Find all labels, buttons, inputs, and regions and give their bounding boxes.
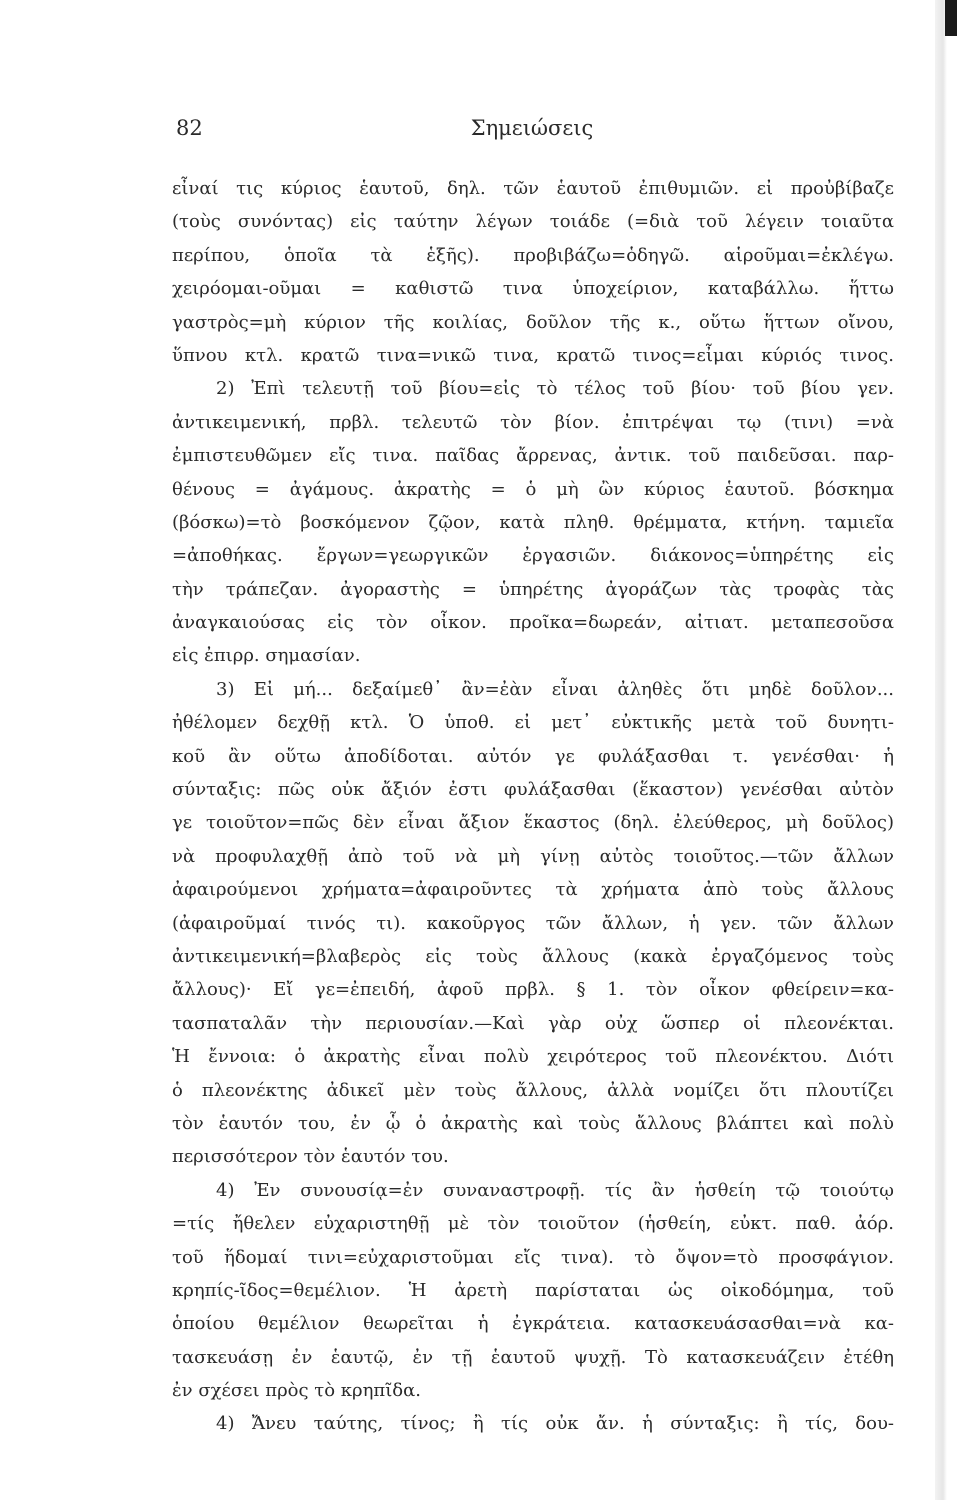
text-line: Ἡ ἔννοια: ὁ ἀκρατὴς εἶναι πολὺ χειρότερος τοῦ πλεονέκτου. Διότι [172,1046,894,1068]
text-line: =ἀποθήκας. ἔργων=γεωργικῶν ἐργασιῶν. διάκονος=ὑπηρέτης εἰς [172,545,894,567]
paragraph-start-line: 2) Ἐπὶ τελευτῇ τοῦ βίου=εἰς τὸ τέλος τοῦ βίου· τοῦ βίου γεν. [216,378,894,400]
text-line: =τίς ἤθελεν εὐχαριστηθῇ μὲ τὸν τοιοῦτον (ἡσθείη, εὐκτ. παθ. ἀόρ. [172,1213,894,1235]
text-line: ἠθέλομεν δεχθῇ κτλ. Ὁ ὑποθ. εἰ μετ᾽ εὐκτικῆς μετὰ τοῦ δυνητι- [172,712,894,734]
text-line: ἀφαιρούμενοι χρήματα=ἀφαιροῦντες τὰ χρήματα ἀπὸ τοὺς ἄλλους [172,879,894,901]
text-line: ὁποίου θεμέλιον θεωρεῖται ἡ ἐγκράτεια. κατασκευάσασθαι=νὰ κα- [172,1313,894,1335]
text-line: εἶναί τις κύριος ἑαυτοῦ, δηλ. τῶν ἑαυτοῦ ἐπιθυμιῶν. εἰ προὐβίβαζε [172,178,894,199]
scan-edge [935,0,965,1500]
text-line: τὸν ἑαυτόν του, ἐν ᾧ ὁ ἀκρατὴς καὶ τοὺς ἄλλους βλάπτει καὶ πολὺ [172,1112,894,1134]
text-line: τὴν τράπεζαν. ἀγοραστὴς = ὑπηρέτης ἀγοράζων τὰς τροφὰς τὰς [172,578,894,600]
text-line: ἀναγκαιούσας εἰς τὸν οἶκον. προῖκα=δωρεάν, αἰτιατ. μεταπεσοῦσα [172,612,894,634]
text-line: περισσότερον τὸν ἑαυτόν του. [172,1146,449,1168]
page-header [172,116,892,148]
paragraph-start-line: 4) Ἐν συνουσίᾳ=ἐν συναναστροφῇ. τίς ἂν ἡσθείη τῷ τοιούτῳ [216,1179,894,1201]
text-line: χειρόομαι-οῦμαι = καθιστῶ τινα ὑποχείριον, καταβάλλω. ἥττω [172,278,894,300]
paragraph-start-line: 3) Εἰ μή... δεξαίμεθ᾽ ἂν=ἐὰν εἶναι ἀληθὲς ὅτι μηδὲ δοῦλον... [216,678,894,700]
paragraph-start-line: 4) Ἄνευ ταύτης, τίνος; ἢ τίς οὐκ ἄν. ἡ σύνταξις: ἢ τίς, δου- [216,1413,894,1435]
text-line: περίπου, ὁποῖα τὰ ἑξῆς). προβιβάζω=ὁδηγῶ. αἱροῦμαι=ἐκλέγω. [172,244,894,266]
text-line: γε τοιοῦτον=πῶς δὲν εἶναι ἄξιον ἕκαστος (δηλ. ἐλεύθερος, μὴ δοῦλος) [172,812,894,834]
text-line: (βόσκω)=τὸ βοσκόμενον ζῷον, κατὰ πληθ. θρέμματα, κτήνη. ταμιεῖα [172,511,894,533]
text-line: εἰς ἐπιρρ. σημασίαν. [172,645,361,667]
text-line: κοῦ ἂν οὕτω ἀποδίδοται. αὐτόν γε φυλάξασθαι τ. γενέσθαι· ἡ [172,745,894,767]
running-head: Σημειώσεις [470,116,594,140]
text-line: τασκευάσῃ ἐν ἑαυτῷ, ἐν τῇ ἑαυτοῦ ψυχῇ. Τὸ κατασκευάζειν ἐτέθη [172,1346,894,1368]
text-line: ἐμπιστευθῶμεν εἴς τινα. παῖδας ἄρρενας, ἀντικ. τοῦ παιδεῦσαι. παρ- [172,445,894,467]
text-line: τασπαταλᾶν τὴν περιουσίαν.—Καὶ γὰρ οὐχ ὥσπερ οἱ πλεονέκται. [172,1012,894,1034]
text-line: ἄλλους)· Εἴ γε=ἐπειδή, ἀφοῦ πρβλ. § 1. τὸν οἶκον φθείρειν=κα- [172,979,894,1001]
text-line: ἀντικειμενική=βλαβερὸς εἰς τοὺς ἄλλους (κακὰ ἐργαζόμενος τοὺς [172,945,894,967]
body-text [172,172,894,1441]
page-number: 82 [176,116,203,140]
text-line: ὕπνου κτλ. κρατῶ τινα=νικῶ τινα, κρατῶ τινος=εἶμαι κύριός τινος. [172,344,894,366]
text-line: κρηπίς-ῖδος=θεμέλιον. Ἡ ἀρετὴ παρίσταται ὡς οἰκοδόμημα, τοῦ [172,1279,894,1301]
text-line: γαστρὸς=μὴ κύριον τῆς κοιλίας, δοῦλον τῆς κ., οὕτω ἥττων οἴνου, [172,311,894,333]
text-line: (ἀφαιροῦμαί τινός τι). κακοῦργος τῶν ἄλλων, ἡ γεν. τῶν ἄλλων [172,912,894,934]
text-line: σύνταξις: πῶς οὐκ ἄξιόν ἐστι φυλάξασθαι (ἕκαστον) γενέσθαι αὐτὸν [172,779,894,801]
text-line: τοῦ ἥδομαί τινι=εὐχαριστοῦμαι εἴς τινα). τὸ ὄψον=τὸ προσφάγιον. [172,1246,894,1268]
text-line: (τοὺς συνόντας) εἰς ταύτην λέγων τοιάδε (=διὰ τοῦ λέγειν τοιαῦτα [172,211,894,233]
text-line: ἐν σχέσει πρὸς τὸ κρηπῖδα. [172,1380,422,1402]
text-line: θένους = ἀγάμους. ἀκρατὴς = ὁ μὴ ὢν κύριος ἑαυτοῦ. βόσκημα [172,478,894,500]
scan-registration-mark [945,0,957,36]
text-line: νὰ προφυλαχθῇ ἀπὸ τοῦ νὰ μὴ γίνῃ αὐτὸς τοιοῦτος.—τῶν ἄλλων [172,845,894,867]
text-line: ἀντικειμενική, πρβλ. τελευτῶ τὸν βίον. ἐπιτρέψαι τῳ (τινι) =νὰ [172,411,894,433]
text-line: ὁ πλεονέκτης ἀδικεῖ μὲν τοὺς ἄλλους, ἀλλὰ νομίζει ὅτι πλουτίζει [172,1079,894,1101]
